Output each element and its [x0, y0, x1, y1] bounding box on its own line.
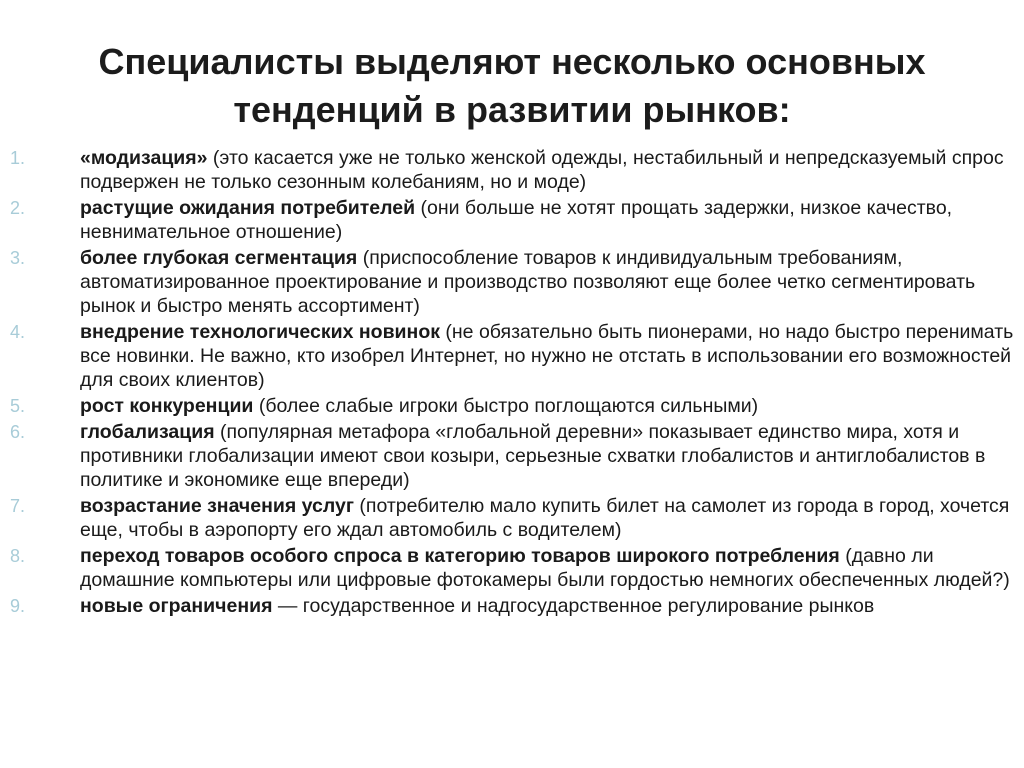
list-item-description: (они больше не хотят прощать задержки, низкое качество, невнимательное отношение)	[80, 197, 953, 243]
list-item-description: (это касается уже не только женской одежды, нестабильный и непредсказуемый спрос подвержен не только сезонным колебаниям, но и моде)	[80, 147, 1004, 193]
list-item-number: 4.	[10, 322, 26, 342]
slide-title-line-1: Специалисты выделяют несколько основных	[98, 41, 926, 82]
list-item-description: (не обязательно быть пионерами, но надо быстро перенимать все новинки. Не важно, кто изобрел Интернет, но нужно не отстать в использовании его возможностей для своих клиентов)	[80, 321, 1014, 391]
list-item	[0, 196, 1024, 244]
list-item-term: новые ограничения	[80, 595, 273, 617]
list-item-number: 6.	[10, 422, 26, 442]
slide-title-line-2: тенденций в развитии рынков:	[233, 89, 791, 130]
list-item-term: рост конкуренции	[80, 395, 254, 417]
list-item-term: внедрение технологических новинок	[80, 321, 440, 343]
list-item	[0, 594, 1024, 618]
list-item-term: «модизация»	[80, 147, 208, 169]
list-item-term: глобализация	[80, 421, 215, 443]
list-item	[0, 394, 1024, 418]
list-item-term: растущие ожидания потребителей	[80, 197, 416, 219]
list-item-number: 8.	[10, 546, 26, 566]
list-item	[0, 146, 1024, 194]
list-item-number: 2.	[10, 198, 26, 218]
list-item-term: переход товаров особого спроса в категорию товаров широкого потребления	[80, 545, 840, 567]
list-item-term: возрастание значения услуг	[80, 495, 354, 517]
list-item-description: (приспособление товаров к индивидуальным требованиям, автоматизированное проектирование и производство позволяют еще более четко сегментировать рынок и быстро менять ассортимент)	[80, 247, 976, 317]
list-item	[0, 544, 1024, 592]
trend-list	[0, 146, 1024, 620]
list-item	[0, 320, 1024, 392]
list-item	[0, 494, 1024, 542]
list-item-number: 7.	[10, 496, 26, 516]
list-item-description: — государственное и надгосударственное регулирование рынков	[272, 595, 875, 617]
list-item-description: (потребителю мало купить билет на самолет из города в город, хочется еще, чтобы в аэропорту его ждал автомобиль с водителем)	[80, 495, 1010, 541]
list-item-description: (популярная метафора «глобальной деревни» показывает единство мира, хотя и противники глобализации имеют свои козыри, серьезные схватки глобалистов и антиглобалистов в политике и экономике еще впереди)	[80, 421, 986, 491]
list-item	[0, 420, 1024, 492]
list-item-description: (более слабые игроки быстро поглощаются сильными)	[253, 395, 759, 417]
list-item-number: 5.	[10, 396, 26, 416]
list-item-number: 9.	[10, 596, 26, 616]
list-item-description: (давно ли домашние компьютеры или цифровые фотокамеры были гордостью немногих обеспеченных людей?)	[80, 545, 1010, 591]
list-item-term: более глубокая сегментация	[80, 247, 358, 269]
list-item-number: 1.	[10, 148, 26, 168]
list-item-number: 3.	[10, 248, 26, 268]
list-item	[0, 246, 1024, 318]
slide-title	[20, 38, 1004, 134]
